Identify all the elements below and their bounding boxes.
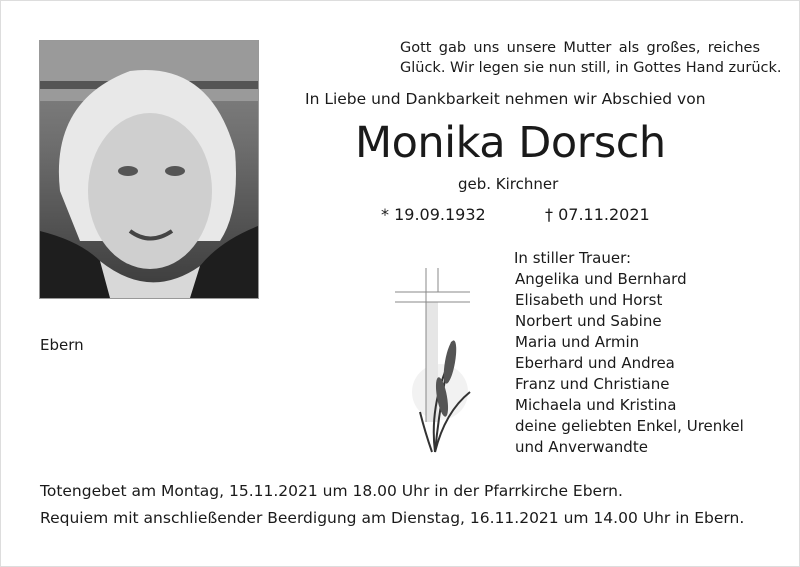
maiden-name: geb. Kirchner (458, 175, 559, 193)
death-date: † 07.11.2021 (545, 205, 650, 224)
quote-line: Glück. Wir legen sie nun still, in Gottes Hand zurück. (400, 60, 782, 76)
portrait-photo (40, 41, 258, 298)
mourners-list (514, 248, 744, 458)
mourner: Maria und Armin (515, 333, 640, 351)
mourner: Elisabeth und Horst (515, 291, 663, 309)
mourner: Eberhard und Andrea (515, 354, 675, 372)
mourner: Michaela und Kristina (515, 396, 677, 414)
mourner: deine geliebten Enkel, Urenkel (515, 417, 744, 435)
mourner: Franz und Christiane (515, 375, 670, 393)
place: Ebern (40, 336, 84, 354)
birth-date: * 19.09.1932 (381, 205, 486, 224)
service-info: Totengebet am Montag, 15.11.2021 um 18.00 Uhr in der Pfarrkirche Ebern. (40, 482, 623, 500)
deceased-name: Monika Dorsch (355, 118, 666, 168)
mourners-heading: In stiller Trauer: (514, 249, 632, 267)
mourner: und Anverwandte (515, 438, 648, 456)
mourner: Angelika und Bernhard (515, 270, 687, 288)
quote (400, 38, 782, 78)
funeral-info: Requiem mit anschließender Beerdigung am Dienstag, 16.11.2021 um 14.00 Uhr in Ebern. (40, 509, 745, 527)
cross-wheat-icon (390, 262, 480, 462)
intro-text: In Liebe und Dankbarkeit nehmen wir Abschied von (305, 90, 706, 108)
quote-line: Gott gab uns unsere Mutter als großes, reiches (400, 40, 760, 56)
mourner: Norbert und Sabine (515, 312, 662, 330)
